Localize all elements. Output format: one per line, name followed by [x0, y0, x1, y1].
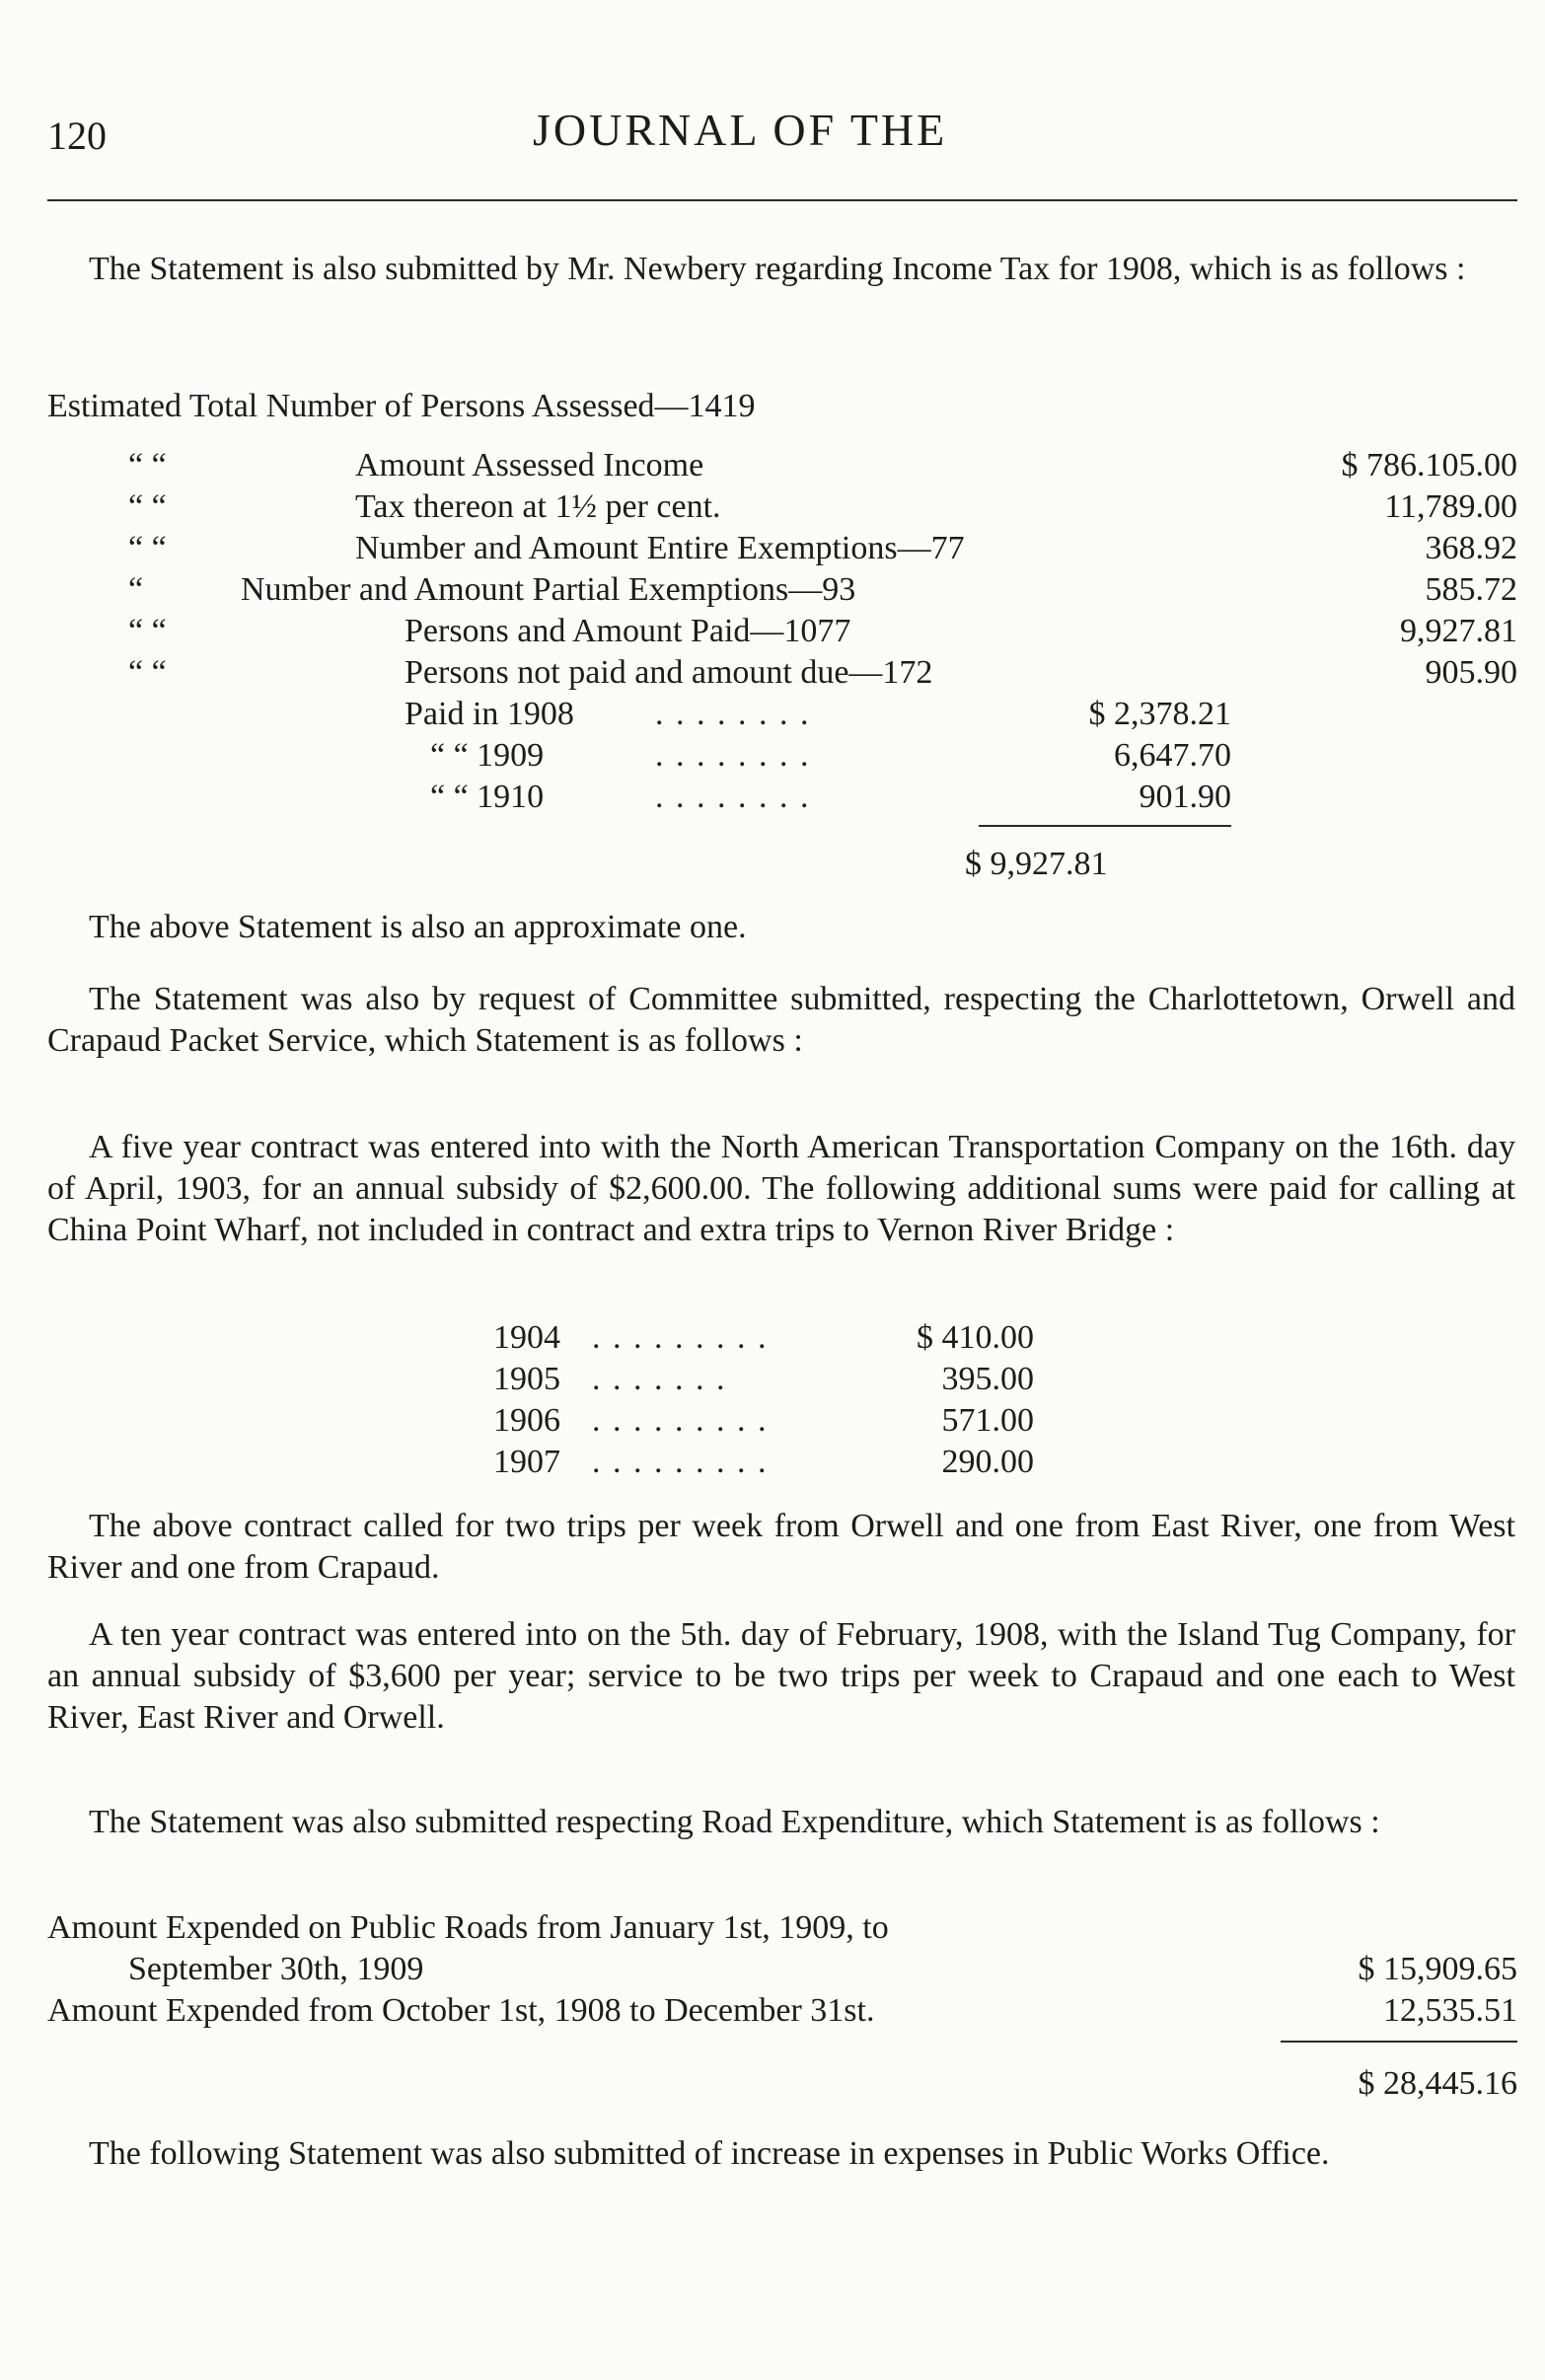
income-tax-row-label: Tax thereon at 1½ per cent.: [355, 488, 721, 525]
paid-year-label: “ “ 1909: [430, 737, 545, 774]
ditto-mark: “: [128, 571, 144, 608]
leader-dots: . . . . . . . .: [655, 779, 811, 815]
income-tax-row-label: Persons and Amount Paid—1077: [405, 613, 851, 649]
closing-paragraph: The following Statement was also submitted of increase in expenses in Public Works Office.: [89, 2135, 1330, 2172]
income-tax-row-amount: $ 786.105.00: [1341, 447, 1517, 483]
page-title: JOURNAL OF THE: [533, 105, 948, 155]
income-tax-row-label: Number and Amount Entire Exemptions—77: [355, 530, 965, 566]
contract-one-paragraph: A five year contract was entered into with the North American Transportation Company on the 16th. day of April, 1903, for an annual subsidy of $2,600.00. The following additional sums were paid for calling at China Point Wharf, not included in contract and extra trips to Vernon River Bridge :: [47, 1129, 1515, 1248]
leader-dots: . . . . . . . . .: [592, 1444, 769, 1480]
road-expenditure-paragraph: The Statement was also submitted respecting Road Expenditure, which Statement is as follows :: [89, 1804, 1380, 1840]
intro-paragraph: The Statement is also submitted by Mr. Newbery regarding Income Tax for 1908, which is as follows :: [89, 251, 1466, 287]
paid-year-label: Paid in 1908: [405, 696, 574, 732]
ditto-mark: “ “: [128, 613, 167, 649]
ditto-mark: “ “: [128, 654, 167, 691]
road-total: $ 28,445.16: [1358, 2065, 1517, 2102]
extra-sum-amount: 571.00: [941, 1402, 1034, 1439]
sum-rule: [979, 825, 1231, 827]
ditto-mark: “ “: [128, 447, 167, 483]
extra-sum-amount: $ 410.00: [917, 1319, 1034, 1356]
income-tax-row-label: Number and Amount Partial Exemptions—93: [241, 571, 856, 608]
paid-year-amount: 6,647.70: [1114, 737, 1231, 774]
contract-one-trips-paragraph: The above contract called for two trips per week from Orwell and one from East River, one from West River and one from Crapaud.: [47, 1508, 1515, 1586]
extra-sum-year: 1906: [493, 1402, 560, 1439]
income-tax-row-amount: 11,789.00: [1384, 488, 1517, 525]
ditto-mark: “ “: [128, 530, 167, 566]
income-tax-heading: Estimated Total Number of Persons Assessed—1419: [47, 388, 756, 424]
road-amount-two: 12,535.51: [1383, 1992, 1517, 2029]
income-tax-row-amount: 368.92: [1425, 530, 1517, 566]
leader-dots: . . . . . . . . .: [592, 1402, 769, 1439]
income-tax-row-label: Amount Assessed Income: [355, 447, 704, 483]
extra-sum-year: 1907: [493, 1444, 560, 1480]
page-number: 120: [47, 113, 107, 158]
income-tax-row-amount: 9,927.81: [1400, 613, 1517, 649]
packet-service-paragraph: The Statement was also by request of Committee submitted, respecting the Charlottetown, Orwell and Crapaud Packet Service, which Statement is as follows :: [47, 981, 1515, 1059]
extra-sum-year: 1905: [493, 1361, 560, 1397]
road-line-two: September 30th, 1909: [128, 1951, 424, 1987]
ditto-mark: “ “: [128, 488, 167, 525]
road-amount-one: $ 15,909.65: [1358, 1951, 1517, 1987]
income-tax-total: $ 9,927.81: [965, 846, 1108, 882]
income-tax-row-amount: 905.90: [1425, 654, 1517, 691]
extra-sum-amount: 290.00: [941, 1444, 1034, 1480]
road-line-one: Amount Expended on Public Roads from January 1st, 1909, to: [47, 1909, 889, 1946]
leader-dots: . . . . . . . .: [655, 696, 811, 732]
extra-sum-year: 1904: [493, 1319, 560, 1356]
leader-dots: . . . . . . . .: [655, 737, 811, 774]
sum-rule: [1281, 2041, 1517, 2043]
income-tax-row-label: Persons not paid and amount due—172: [405, 654, 933, 691]
approximate-note: The above Statement is also an approximate one.: [89, 909, 747, 945]
extra-sum-amount: 395.00: [941, 1361, 1034, 1397]
road-line-three: Amount Expended from October 1st, 1908 to December 31st.: [47, 1992, 875, 2029]
paid-year-label: “ “ 1910: [430, 779, 545, 815]
paid-year-amount: $ 2,378.21: [1088, 696, 1231, 732]
income-tax-row-amount: 585.72: [1425, 571, 1517, 608]
header-rule: [47, 199, 1517, 201]
leader-dots: . . . . . . . . .: [592, 1319, 769, 1356]
leader-dots: . . . . . . .: [592, 1361, 727, 1397]
journal-page: [47, 0, 1517, 2380]
contract-two-paragraph: A ten year contract was entered into on the 5th. day of February, 1908, with the Island Tug Company, for an annual subsidy of $3,600 per year; service to be two trips per week to Crapaud and one each to West River, East River and Orwell.: [47, 1616, 1515, 1736]
paid-year-amount: 901.90: [1139, 779, 1231, 815]
